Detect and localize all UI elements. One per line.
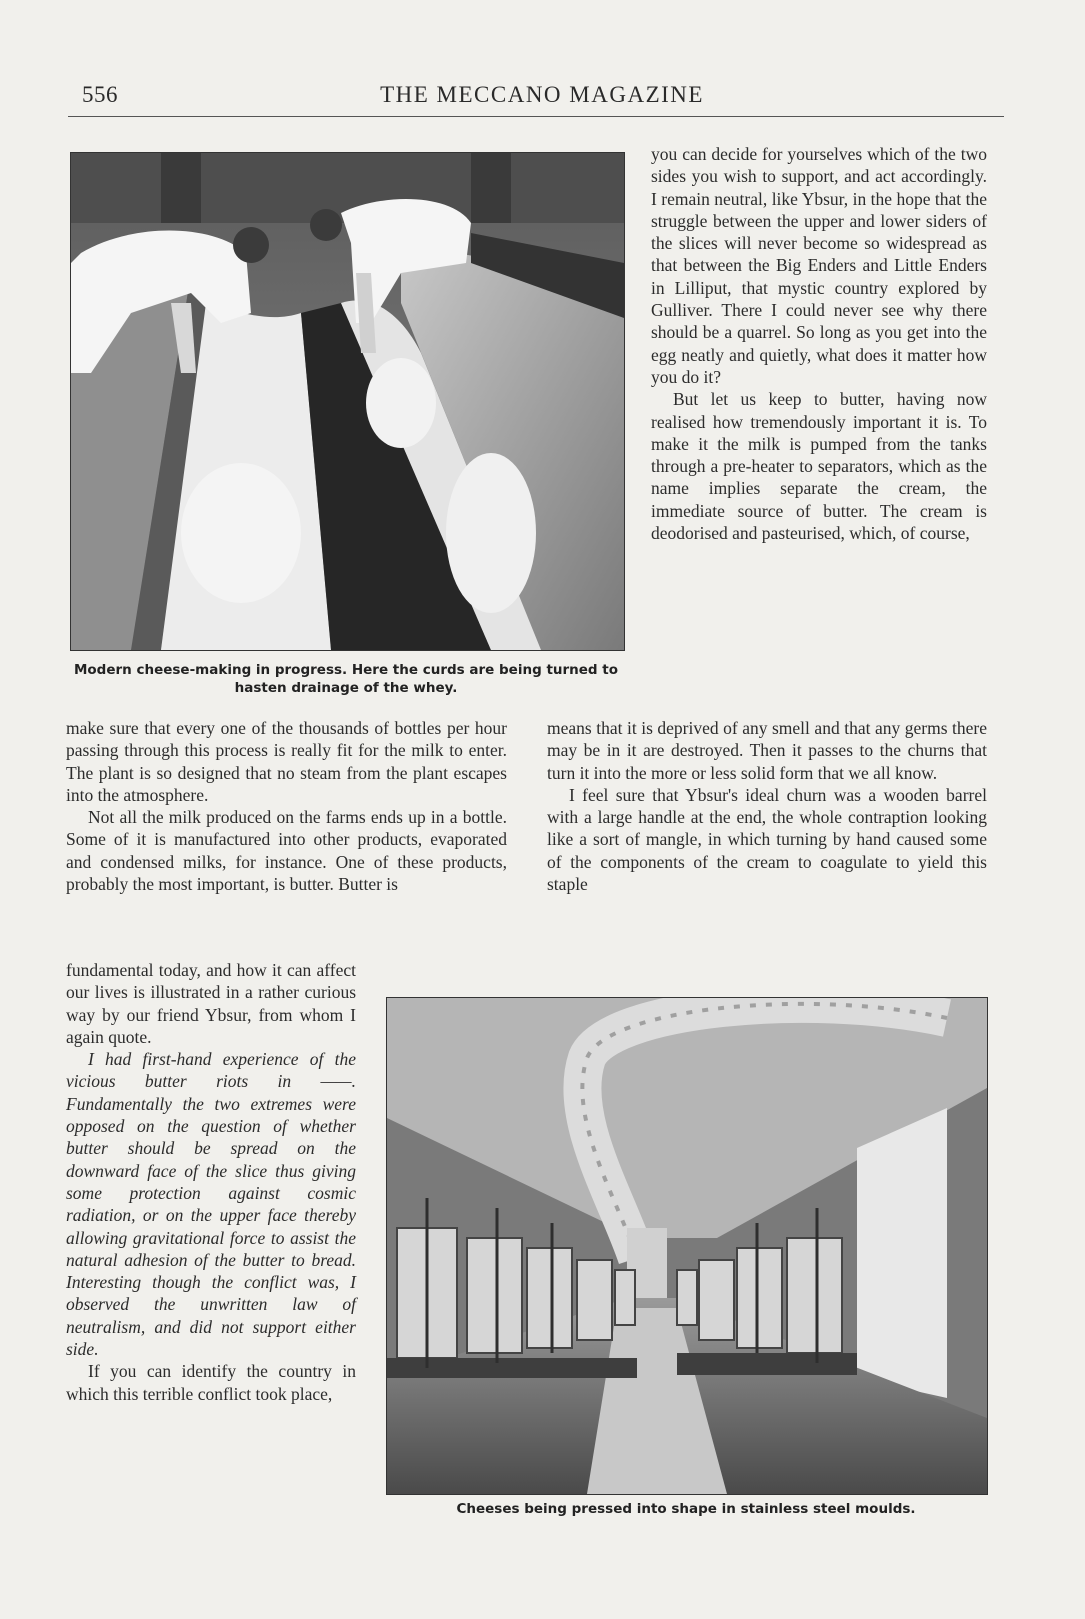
paragraph: make sure that every one of the thousands of bottles per hour passing through this process is really fit for the milk to enter. The plant is so designed that no steam from the plant escapes into the atmosphere. — [66, 718, 507, 805]
page-header — [82, 82, 1002, 112]
paragraph: means that it is deprived of any smell and that any germs there may be in it are destroyed. Then it passes to the churns that turn it into the more or less solid form that we all know. — [547, 718, 987, 783]
page-number: 556 — [82, 82, 118, 107]
article-column-right-mid — [547, 717, 987, 895]
cheese-making-caption: Modern cheese-making in progress. Here the curds are being turned to hasten drainage of the whey. — [73, 662, 619, 696]
paragraph: If you can identify the country in which this terrible conflict took place, — [66, 1361, 356, 1404]
paragraph: I feel sure that Ybsur's ideal churn was a wooden barrel with a large handle at the end, the whole contraption looking like a sort of mangle, in which turning by hand caused some of the components of the cream to coagulate to yield this staple — [547, 784, 987, 895]
article-column-right-top — [651, 143, 987, 544]
magazine-title: THE MECCANO MAGAZINE — [380, 82, 704, 107]
paragraph: you can decide for yourselves which of the two sides you wish to support, and act accordingly. I remain neutral, like Ybsur, in the hope that the struggle between the upper and lower siders of the slices will never become so widespread as that between the Big Enders and Little Enders in Lilliput, that mystic country explored by Gulliver. There I could never see why there should be a quarrel. So long as you get into the egg neatly and quietly, what does it matter how you do it? — [651, 144, 987, 387]
paragraph: Not all the milk produced on the farms ends up in a bottle. Some of it is manufactured into other products, evaporated and condensed milks, for instance. One of these products, probably the most important, is butter. Butter is — [66, 807, 507, 895]
article-column-left-mid — [66, 717, 507, 895]
article-column-left-low — [66, 959, 356, 1405]
header-rule — [68, 116, 1004, 117]
paragraph: But let us keep to butter, having now realised how tremendously important it is. To make it the milk is pumped from the tanks through a pre-heater to separators, which as the name implies separate the cream, the immediate source of butter. The cream is deodorised and pasteurised, which, of course, — [651, 389, 987, 544]
paragraph: fundamental today, and how it can affect our lives is illustrated in a rather curious way by our friend Ybsur, from whom I again quote. — [66, 960, 356, 1047]
cheese-press-photo — [386, 997, 988, 1495]
cheese-making-photo — [70, 152, 625, 651]
cheese-press-caption: Cheeses being pressed into shape in stainless steel moulds. — [456, 1501, 916, 1517]
quoted-paragraph: I had first-hand experience of the vicious butter riots in ——. Fundamentally the two extremes were opposed on the question of whether butter should be spread on the downward face of the slice thus giving some protection against cosmic radiation, or on the upper face thereby allowing gravitational force to assist the natural adhesion of the butter to bread. Interesting though the conflict was, I observed the unwritten law of neutralism, and did not support either side. — [66, 1049, 356, 1360]
